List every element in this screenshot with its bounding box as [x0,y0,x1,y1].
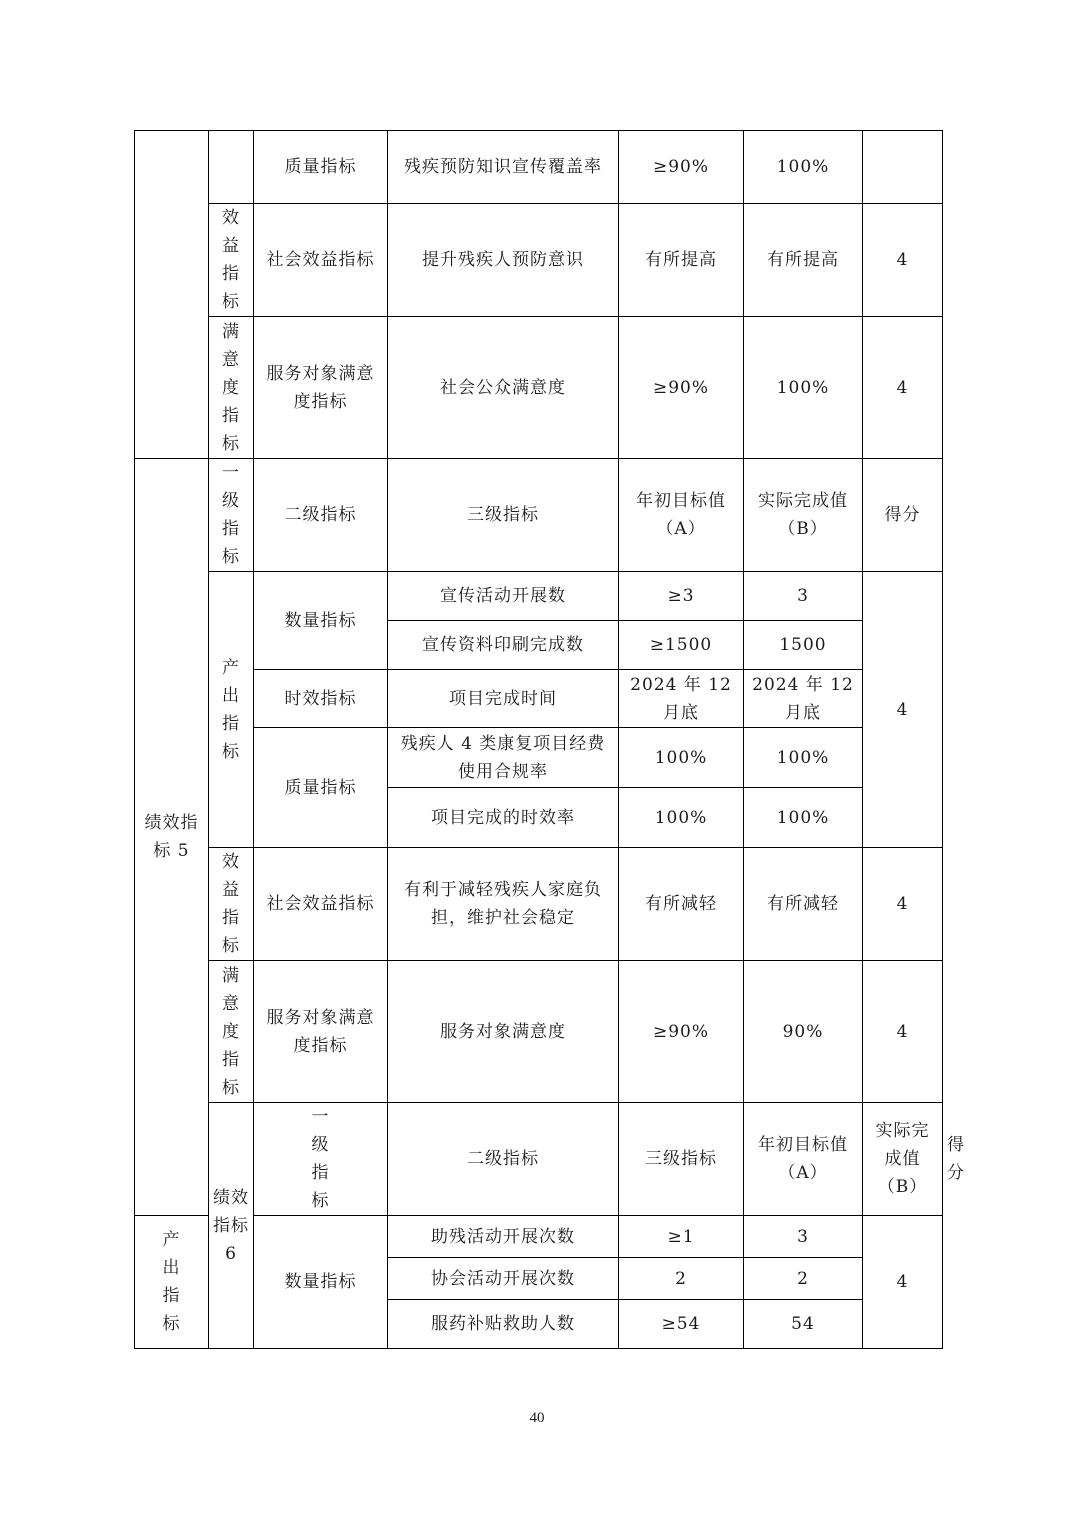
table-header-row: 绩效指标 6 一级指标 二级指标 三级指标 年初目标值（A） 实际完成值（B） 得分 [135,1103,943,1216]
level3-cell: 提升残疾人预防意识 [388,204,619,317]
target-cell: ≥54 [619,1300,744,1349]
target-cell: ≥90% [619,317,744,459]
header-actual: 实际完成值（B） [863,1103,943,1216]
level3-cell: 项目完成的时效率 [388,788,619,848]
level2-cell: 质量指标 [254,728,388,848]
level1-cell [209,131,254,204]
table-row [135,1216,943,1258]
level2-cell: 时效指标 [254,670,388,728]
score-cell: 4 [863,204,943,317]
actual-cell: 3 [744,572,863,621]
header-level3: 三级指标 [388,459,619,572]
target-cell: 2 [619,1258,744,1300]
level2-cell: 数量指标 [254,572,388,670]
level2-cell: 服务对象满意度指标 [254,961,388,1103]
header-target: 年初目标值（A） [744,1103,863,1216]
page-number: 40 [529,1410,545,1426]
score-cell: 4 [863,572,943,848]
header-actual: 实际完成值（B） [744,459,863,572]
target-cell: ≥3 [619,572,744,621]
actual-cell: 1500 [744,621,863,670]
target-cell: 2024 年 12 月底 [619,670,744,728]
actual-cell: 3 [744,1216,863,1258]
level3-cell: 社会公众满意度 [388,317,619,459]
target-cell: ≥90% [619,961,744,1103]
kpi-label-cell: 绩效指标 6 [209,1103,254,1349]
score-cell [863,131,943,204]
level3-cell: 残疾人 4 类康复项目经费使用合规率 [388,728,619,788]
header-target: 年初目标值（A） [619,459,744,572]
actual-cell: 54 [744,1300,863,1349]
score-cell: 4 [863,961,943,1103]
table-row [135,848,943,961]
level3-cell: 项目完成时间 [388,670,619,728]
table-header-row [135,459,943,572]
level1-cell: 效益指标 [209,204,254,317]
header-level1: 一级指标 [209,459,254,572]
performance-table [134,130,965,1349]
target-cell: 100% [619,728,744,788]
table-row [135,131,943,204]
table-row [135,728,943,788]
level3-cell: 宣传活动开展数 [388,572,619,621]
level3-cell: 服药补贴救助人数 [388,1300,619,1349]
actual-cell: 有所减轻 [744,848,863,961]
actual-cell: 100% [744,317,863,459]
actual-cell: 100% [744,728,863,788]
header-level1: 一级指标 [254,1103,388,1216]
header-level2: 二级指标 [254,459,388,572]
table-row [135,204,943,317]
kpi-label-cell: 绩效指标 5 [135,459,209,1216]
score-cell: 4 [863,317,943,459]
actual-cell: 2 [744,1258,863,1300]
target-cell: 有所提高 [619,204,744,317]
level2-cell: 服务对象满意度指标 [254,317,388,459]
target-cell: 100% [619,788,744,848]
target-cell: 有所减轻 [619,848,744,961]
actual-cell: 90% [744,961,863,1103]
header-level3: 三级指标 [619,1103,744,1216]
target-cell: ≥90% [619,131,744,204]
level1-cell: 满意度指标 [209,317,254,459]
level3-cell: 有利于减轻残疾人家庭负担，维护社会稳定 [388,848,619,961]
target-cell: ≥1500 [619,621,744,670]
header-level2: 二级指标 [388,1103,619,1216]
table-row [135,317,943,459]
actual-cell: 100% [744,788,863,848]
level3-cell: 残疾预防知识宣传覆盖率 [388,131,619,204]
actual-cell: 100% [744,131,863,204]
header-score: 得分 [863,459,943,572]
kpi-label-cell [135,131,209,459]
actual-cell: 有所提高 [744,204,863,317]
actual-cell: 2024 年 12 月底 [744,670,863,728]
level2-cell: 社会效益指标 [254,204,388,317]
level3-cell: 宣传资料印刷完成数 [388,621,619,670]
level1-cell: 产出指标 [209,572,254,848]
level1-cell: 产出指标 [135,1216,209,1349]
score-cell: 4 [863,1216,943,1349]
level3-cell: 协会活动开展次数 [388,1258,619,1300]
level3-cell: 助残活动开展次数 [388,1216,619,1258]
target-cell: ≥1 [619,1216,744,1258]
level1-cell: 效益指标 [209,848,254,961]
level2-cell: 质量指标 [254,131,388,204]
level3-cell: 服务对象满意度 [388,961,619,1103]
table-row [135,961,943,1103]
score-cell: 4 [863,848,943,961]
level2-cell: 社会效益指标 [254,848,388,961]
table-row [135,670,943,728]
level2-cell: 数量指标 [254,1216,388,1349]
level1-cell: 满意度指标 [209,961,254,1103]
table-row [135,572,943,621]
